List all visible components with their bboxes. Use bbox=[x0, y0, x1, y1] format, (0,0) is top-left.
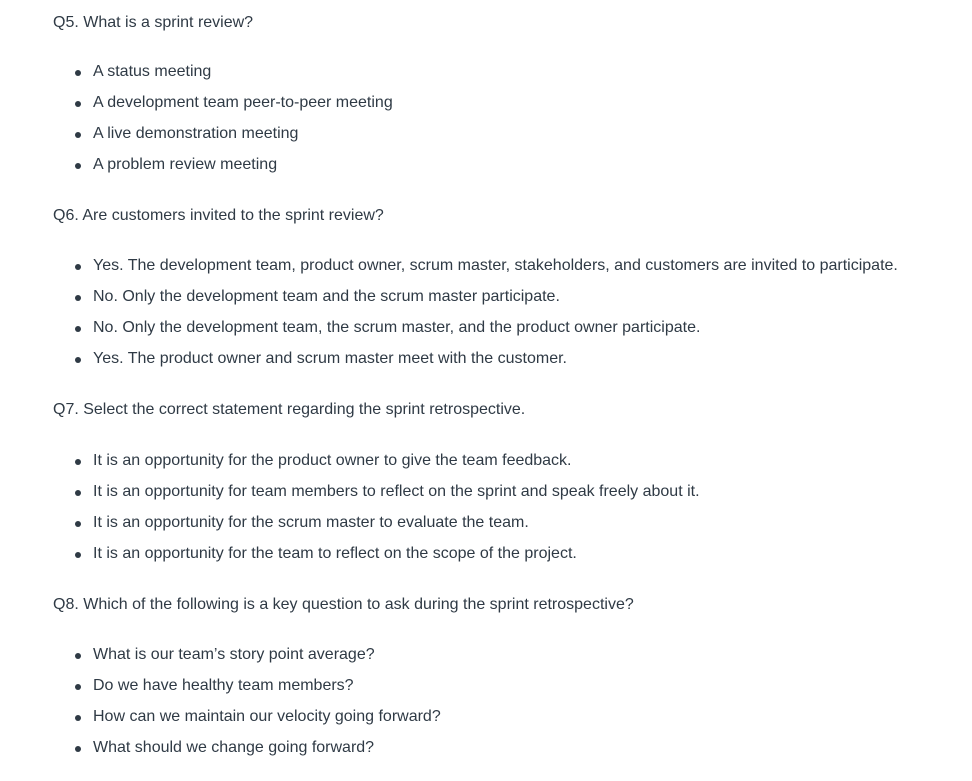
bullet-icon bbox=[75, 295, 81, 301]
bullet-icon bbox=[75, 101, 81, 107]
option-text: Do we have healthy team members? bbox=[93, 677, 354, 694]
list-item bbox=[53, 645, 441, 676]
bullet-icon bbox=[75, 715, 81, 721]
option-text: How can we maintain our velocity going forward? bbox=[93, 708, 441, 725]
bullet-icon bbox=[75, 746, 81, 752]
list-item bbox=[53, 707, 441, 738]
option-text: What is our team’s story point average? bbox=[93, 646, 375, 663]
list-item bbox=[53, 544, 700, 575]
bullet-icon bbox=[75, 521, 81, 527]
option-text: It is an opportunity for team members to reflect on the sprint and speak freely about it. bbox=[93, 483, 700, 500]
bullet-icon bbox=[75, 70, 81, 76]
list-item bbox=[53, 318, 898, 349]
options-q5 bbox=[53, 62, 393, 186]
option-text: Yes. The development team, product owner, scrum master, stakeholders, and customers are invited to participate. bbox=[93, 257, 898, 274]
list-item bbox=[53, 349, 898, 380]
options-q6 bbox=[53, 256, 898, 380]
bullet-icon bbox=[75, 490, 81, 496]
list-item bbox=[53, 93, 393, 124]
list-item bbox=[53, 513, 700, 544]
option-text: No. Only the development team, the scrum master, and the product owner participate. bbox=[93, 319, 701, 336]
option-text: A development team peer-to-peer meeting bbox=[93, 94, 393, 111]
option-text: It is an opportunity for the product owner to give the team feedback. bbox=[93, 452, 572, 469]
options-q8 bbox=[53, 645, 441, 769]
list-item bbox=[53, 256, 898, 287]
option-text: A status meeting bbox=[93, 63, 212, 80]
option-text: It is an opportunity for the team to reflect on the scope of the project. bbox=[93, 545, 577, 562]
bullet-icon bbox=[75, 132, 81, 138]
list-item bbox=[53, 738, 441, 769]
question-q7: Q7. Select the correct statement regarding the sprint retrospective. bbox=[53, 401, 526, 418]
option-text: A problem review meeting bbox=[93, 156, 278, 173]
list-item bbox=[53, 287, 898, 318]
bullet-icon bbox=[75, 326, 81, 332]
bullet-icon bbox=[75, 163, 81, 169]
list-item bbox=[53, 482, 700, 513]
option-text: Yes. The product owner and scrum master meet with the customer. bbox=[93, 350, 567, 367]
bullet-icon bbox=[75, 653, 81, 659]
list-item bbox=[53, 155, 393, 186]
question-q5: Q5. What is a sprint review? bbox=[53, 14, 254, 31]
bullet-icon bbox=[75, 552, 81, 558]
option-text: A live demonstration meeting bbox=[93, 125, 299, 142]
question-q6: Q6. Are customers invited to the sprint review? bbox=[53, 207, 384, 224]
option-text: It is an opportunity for the scrum master to evaluate the team. bbox=[93, 514, 529, 531]
question-q8: Q8. Which of the following is a key question to ask during the sprint retrospective? bbox=[53, 596, 634, 613]
bullet-icon bbox=[75, 684, 81, 690]
options-q7 bbox=[53, 451, 700, 575]
option-text: No. Only the development team and the scrum master participate. bbox=[93, 288, 560, 305]
list-item bbox=[53, 451, 700, 482]
bullet-icon bbox=[75, 357, 81, 363]
option-text: What should we change going forward? bbox=[93, 739, 375, 756]
list-item bbox=[53, 62, 393, 93]
bullet-icon bbox=[75, 264, 81, 270]
list-item bbox=[53, 124, 393, 155]
bullet-icon bbox=[75, 459, 81, 465]
list-item bbox=[53, 676, 441, 707]
